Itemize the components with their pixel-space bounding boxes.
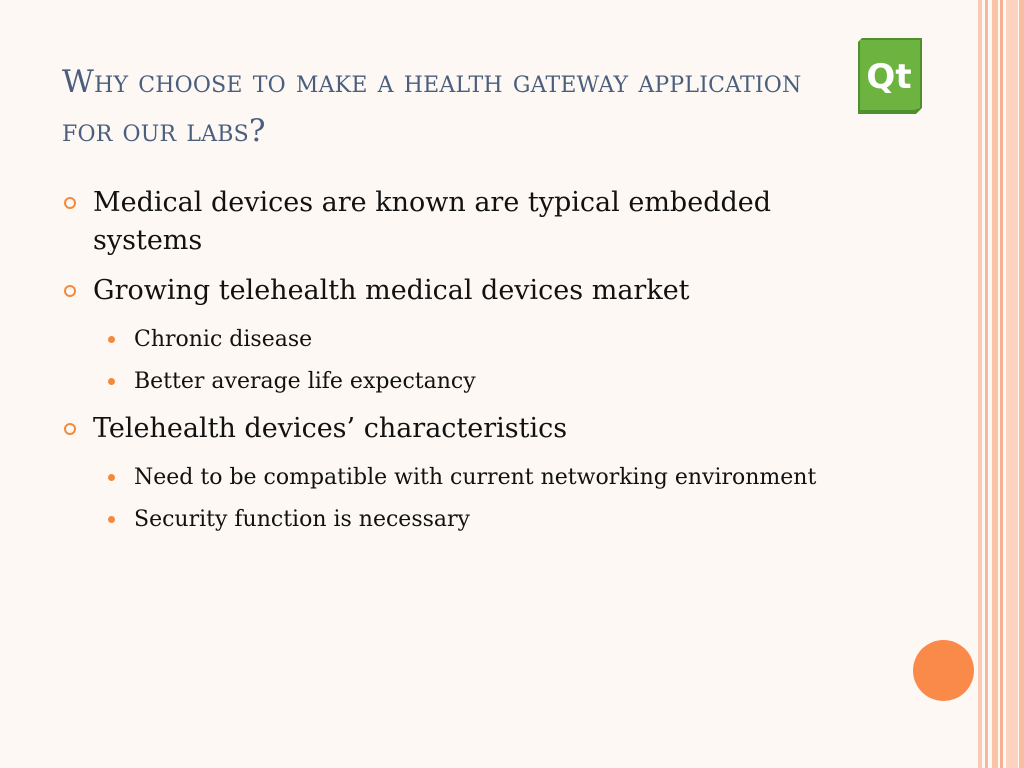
- bullet-text: Medical devices are known are typical embedded systems: [93, 187, 772, 256]
- bullet-dot-icon: [108, 336, 115, 343]
- list-item: [64, 184, 884, 260]
- bullet-dot-icon: [108, 516, 115, 523]
- bullet-dot-icon: [108, 474, 115, 481]
- sub-bullet-text: Chronic disease: [134, 327, 313, 352]
- sub-list-item: [64, 502, 884, 538]
- decor-circle: [913, 640, 974, 701]
- sub-bullet-text: Need to be compatible with current networking environment: [134, 465, 817, 490]
- decor-stripe: [985, 0, 988, 768]
- decor-stripe: [978, 0, 982, 768]
- slide-title: Why choose to make a health gateway application for our labs?: [62, 64, 802, 149]
- bullet-list: [64, 184, 884, 548]
- sub-bullet-list: [64, 460, 884, 538]
- bullet-ring-icon: [64, 423, 76, 435]
- qt-logo-text: Qt: [866, 57, 912, 97]
- sub-list-item: [64, 460, 884, 496]
- decor-stripe: [992, 0, 998, 768]
- sub-bullet-text: Better average life expectancy: [134, 369, 476, 394]
- decor-stripe: [1006, 0, 1018, 768]
- list-item: [64, 272, 884, 310]
- sub-bullet-list: [64, 322, 884, 400]
- sub-list-item: [64, 364, 884, 400]
- bullet-ring-icon: [64, 197, 76, 209]
- decor-stripe: [1000, 0, 1003, 768]
- sub-bullet-text: Security function is necessary: [134, 507, 470, 532]
- sub-list-item: [64, 322, 884, 358]
- bullet-dot-icon: [108, 378, 115, 385]
- bullet-text: Telehealth devices’ characteristics: [93, 413, 568, 444]
- bullet-ring-icon: [64, 285, 76, 297]
- bullet-text: Growing telehealth medical devices market: [93, 275, 690, 306]
- decor-stripe: [1019, 0, 1024, 768]
- list-item: [64, 410, 884, 448]
- qt-logo-icon: [858, 38, 922, 114]
